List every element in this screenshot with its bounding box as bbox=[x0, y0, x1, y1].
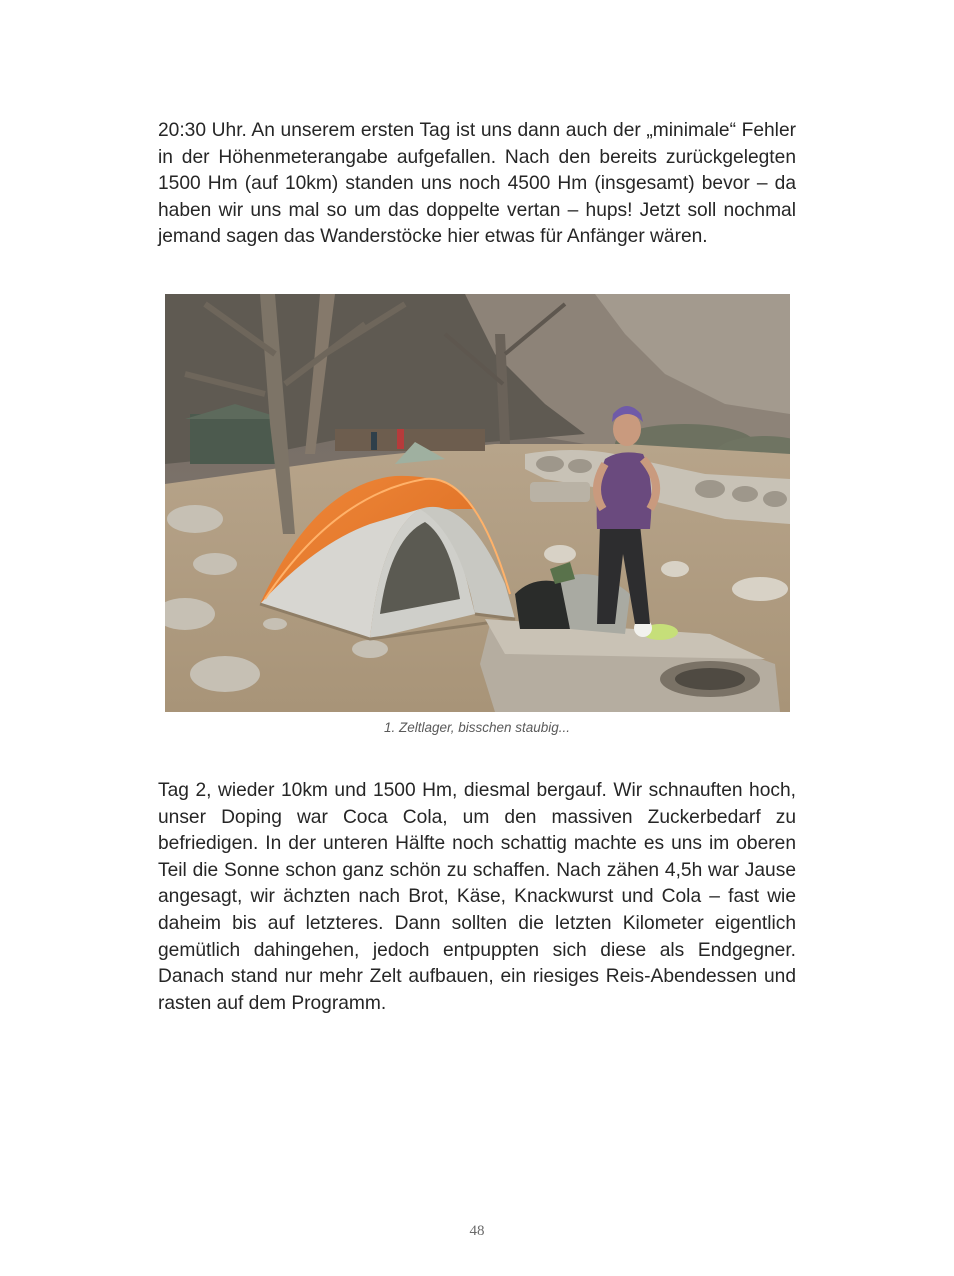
shelter-hut bbox=[190, 414, 280, 464]
campsite-photo bbox=[165, 294, 790, 712]
paragraph-day2: Tag 2, wieder 10km und 1500 Hm, diesmal bergauf. Wir schnauften hoch, unser Doping war Coca Cola, um den massiven Zuckerbedarf zu befriedigen. In der unteren Hälfte noch schattig machte es uns im oberen Teil die Sonne schon ganz schön zu schaffen. Nach zähen 4,5h war Jause angesagt, wir ächzten nach Brot, Käse, Knackwurst und Cola – fast wie daheim bis auf letzteres. Dann sollten die letzten Kilometer eigentlich gemütlich dahingehen, jedoch entpuppten sich diese als Endgegner. Danach stand nur mehr Zelt aufbauen, ein riesiges Reis-Abendessen und rasten auf dem Programm. bbox=[158, 780, 796, 1014]
paragraph-day1: 20:30 Uhr. An unserem ersten Tag ist uns dann auch der „minimale“ Fehler in der Höhenmeterangabe aufgefallen. Nach den bereits zurückgelegten 1500 Hm (auf 10km) standen uns noch 4500 Hm (insgesamt) bevor – da haben wir uns mal so um das doppelte vertan – hups! Jetzt soll nochmal jemand sagen das Wanderstöcke hier etwas für Anfänger wären. bbox=[158, 120, 796, 248]
figure-caption: 1. Zeltlager, bisschen staubig... bbox=[383, 720, 571, 735]
person-far bbox=[371, 432, 377, 450]
stone-bench bbox=[530, 482, 590, 502]
person-far bbox=[397, 429, 404, 449]
fire-pit-inner bbox=[675, 668, 745, 690]
page-number: 48 bbox=[469, 1223, 485, 1239]
backpack-black bbox=[515, 581, 570, 629]
campsite-photo-illustration bbox=[165, 294, 790, 712]
